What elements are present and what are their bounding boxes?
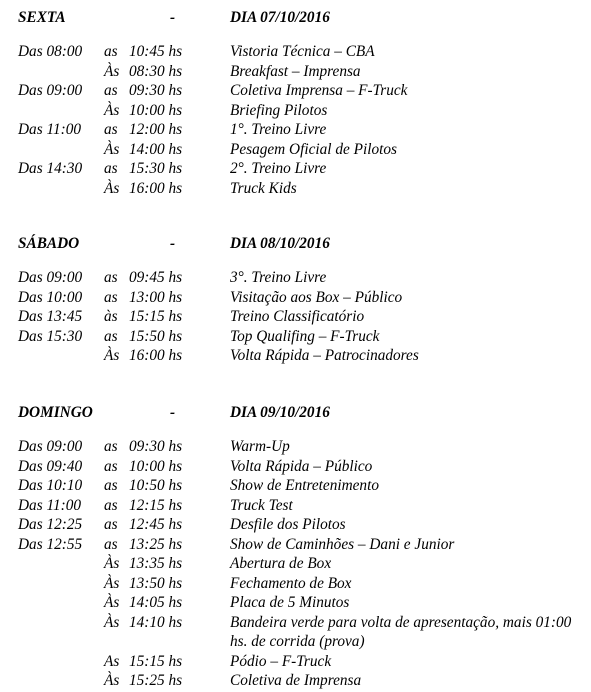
schedule-row (0, 671, 591, 691)
day-date: DIA 09/10/2016 (230, 404, 330, 421)
time-connector: as (104, 438, 118, 455)
schedule-row (0, 437, 591, 457)
schedule-row (0, 515, 591, 535)
schedule-row (0, 179, 591, 199)
start-time: Das 09:00 (18, 438, 83, 455)
schedule-list (0, 42, 591, 198)
event-name: Briefing Pilotos (230, 101, 328, 119)
event-name: Fechamento de Box (230, 574, 352, 592)
schedule-row (0, 120, 591, 140)
schedule-row (0, 42, 591, 62)
day-separator: - (170, 235, 176, 252)
day-section-sabado (0, 235, 591, 366)
event-name: Vistoria Técnica – CBA (230, 43, 375, 60)
time-connector: as (104, 160, 118, 177)
schedule-row (0, 613, 591, 652)
schedule-list (0, 437, 591, 691)
start-time: Das 13:45 (18, 308, 83, 325)
end-time: 10:00 hs (129, 101, 183, 119)
end-time: 09:45 hs (129, 269, 183, 286)
day-header (0, 404, 591, 424)
time-connector: Às (104, 594, 120, 611)
event-name: Pódio – F-Truck (230, 652, 332, 670)
time-connector: as (104, 457, 118, 475)
start-time: Das 08:00 (18, 43, 83, 60)
time-connector: Às (104, 555, 120, 572)
schedule-row (0, 140, 591, 160)
time-connector: as (104, 82, 118, 99)
start-time: Das 12:25 (18, 516, 83, 533)
event-name: Volta Rápida – Patrocinadores (230, 347, 419, 364)
end-time: 13:50 hs (129, 574, 183, 592)
end-time: 13:00 hs (129, 288, 183, 306)
time-connector: As (104, 652, 120, 670)
day-name: SEXTA (18, 9, 66, 26)
schedule-row (0, 574, 591, 594)
time-connector: Às (104, 613, 120, 631)
day-name: SÁBADO (18, 235, 80, 252)
end-time: 10:45 hs (129, 43, 183, 60)
time-connector: às (104, 308, 118, 325)
day-separator: - (170, 404, 176, 421)
schedule-row (0, 159, 591, 179)
end-time: 14:00 hs (129, 140, 183, 158)
time-connector: as (104, 535, 118, 553)
event-name: Warm-Up (230, 438, 290, 455)
schedule-row (0, 496, 591, 516)
end-time: 12:45 hs (129, 516, 183, 533)
time-connector: as (104, 269, 118, 286)
end-time: 10:50 hs (129, 477, 183, 494)
event-name: Top Qualifing – F-Truck (230, 327, 380, 345)
schedule-row (0, 288, 591, 308)
event-name: Pesagem Oficial de Pilotos (230, 140, 397, 158)
schedule-row (0, 307, 591, 327)
end-time: 15:50 hs (129, 327, 183, 345)
end-time: 08:30 hs (129, 62, 183, 80)
day-separator: - (170, 9, 176, 26)
day-date: DIA 07/10/2016 (230, 9, 330, 26)
time-connector: as (104, 43, 118, 60)
event-name: Bandeira verde para volta de apresentação, mais 01:00 hs. de corrida (prova) (230, 613, 572, 650)
start-time: Das 09:00 (18, 82, 83, 99)
event-name: 3°. Treino Livre (230, 269, 327, 286)
time-connector: Às (104, 101, 120, 119)
time-connector: as (104, 121, 118, 138)
end-time: 12:15 hs (129, 496, 183, 514)
time-connector: Às (104, 179, 120, 197)
event-name: Desfile dos Pilotos (230, 516, 346, 533)
start-time: Das 14:30 (18, 160, 83, 177)
schedule-row (0, 652, 591, 672)
end-time: 15:30 hs (129, 160, 183, 177)
start-time: Das 10:00 (18, 288, 83, 306)
day-header (0, 235, 591, 255)
time-connector: as (104, 516, 118, 533)
end-time: 13:35 hs (129, 555, 183, 572)
end-time: 09:30 hs (129, 438, 183, 455)
schedule-list (0, 268, 591, 366)
schedule-row (0, 268, 591, 288)
schedule-row (0, 554, 591, 574)
schedule-row (0, 101, 591, 121)
start-time: Das 12:55 (18, 535, 83, 553)
event-name: Treino Classificatório (230, 308, 365, 325)
schedule-row (0, 457, 591, 477)
time-connector: Às (104, 62, 120, 80)
event-name: Truck Test (230, 496, 293, 514)
end-time: 12:00 hs (129, 121, 183, 138)
schedule-row (0, 327, 591, 347)
time-connector: Às (104, 347, 120, 364)
event-name: Show de Caminhões – Dani e Junior (230, 535, 455, 553)
day-date: DIA 08/10/2016 (230, 235, 330, 252)
time-connector: Às (104, 574, 120, 592)
day-header (0, 9, 591, 29)
time-connector: as (104, 496, 118, 514)
event-name: 2°. Treino Livre (230, 160, 327, 177)
end-time: 15:25 hs (129, 672, 183, 689)
start-time: Das 09:40 (18, 457, 83, 475)
event-name: Show de Entretenimento (230, 477, 379, 494)
time-connector: Às (104, 672, 120, 689)
schedule-row (0, 593, 591, 613)
start-time: Das 15:30 (18, 327, 83, 345)
event-name: Truck Kids (230, 179, 297, 197)
end-time: 16:00 hs (129, 179, 183, 197)
day-section-sexta (0, 9, 591, 198)
end-time: 10:00 hs (129, 457, 183, 475)
day-name: DOMINGO (18, 404, 93, 421)
time-connector: as (104, 477, 118, 494)
end-time: 15:15 hs (129, 308, 183, 325)
event-name: Coletiva Imprensa – F-Truck (230, 82, 408, 99)
schedule-row (0, 346, 591, 366)
day-section-domingo (0, 404, 591, 691)
end-time: 13:25 hs (129, 535, 183, 553)
time-connector: as (104, 327, 118, 345)
event-name: Coletiva de Imprensa (230, 672, 362, 689)
end-time: 16:00 hs (129, 347, 183, 364)
schedule-row (0, 81, 591, 101)
event-name: Abertura de Box (230, 555, 332, 572)
start-time: Das 11:00 (18, 496, 82, 514)
end-time: 09:30 hs (129, 82, 183, 99)
end-time: 15:15 hs (129, 652, 183, 670)
schedule-row (0, 535, 591, 555)
time-connector: as (104, 288, 118, 306)
start-time: Das 10:10 (18, 477, 83, 494)
event-name: Volta Rápida – Público (230, 457, 373, 475)
start-time: Das 11:00 (18, 121, 82, 138)
schedule-row (0, 476, 591, 496)
schedule-row (0, 62, 591, 82)
end-time: 14:05 hs (129, 594, 183, 611)
event-name: Visitação aos Box – Público (230, 288, 403, 306)
event-name: 1°. Treino Livre (230, 121, 327, 138)
event-name: Placa de 5 Minutos (230, 594, 350, 611)
event-name: Breakfast – Imprensa (230, 62, 361, 80)
time-connector: Às (104, 140, 120, 158)
start-time: Das 09:00 (18, 269, 83, 286)
end-time: 14:10 hs (129, 613, 183, 631)
